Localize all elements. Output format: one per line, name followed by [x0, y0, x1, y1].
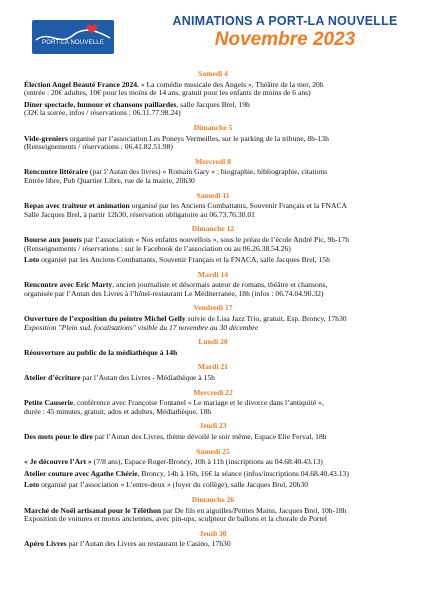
- event-details: suivie de Lisa Jazz Trio, gratuit, Esp. Broncy, 17h30: [185, 314, 347, 324]
- wave-heart-icon: [32, 20, 114, 54]
- event-item: [24, 135, 402, 152]
- day-heading: Mercredi 8: [195, 156, 231, 166]
- event-details: par l’Autan des Livres au restaurant le Casino, 17h30: [66, 539, 231, 549]
- event-info-line: (32€ la soirée, infos / réservations : 06.11.77.98.24): [24, 108, 181, 118]
- town-logo: [32, 20, 114, 54]
- event-info-line: Salle Jacques Brel, à partir 12h30, réservation obligatoire au 06.73.76.30.01: [24, 209, 255, 219]
- event-item: [24, 168, 402, 185]
- event-item: [24, 202, 402, 219]
- day-heading: Mardi 21: [197, 362, 229, 372]
- event-info-line: (Renseignements / réservations : sur le Facebook de l’association ou au 06.26.38.54.26): [24, 243, 291, 253]
- event-title: Apéro Livres: [24, 539, 67, 549]
- event-title: Réouverture au public de la médiathèque à 14h: [24, 347, 178, 357]
- day-heading: Samedi 4: [198, 69, 228, 78]
- event-item: [24, 540, 402, 549]
- event-item: [24, 236, 402, 253]
- event-title: Loto: [24, 480, 40, 490]
- day-heading: Dimanche 12: [191, 224, 235, 234]
- event-details: organisé par les Anciens Combattants, Souvenir Français et la FNACA: [129, 201, 348, 211]
- event-title: Rencontre avec Eric Marty: [24, 280, 113, 290]
- event-details: (7/8 ans), Espace Roger-Broncy, 10h à 11h (inscriptions au 04.68.40.43.13): [91, 457, 323, 467]
- logo-text: PORT-LA NOUVELLE: [41, 40, 105, 46]
- day-heading: Vendredi 17: [193, 303, 233, 313]
- day-heading: Mercredi 22: [193, 387, 233, 397]
- event-title: Des mots pour le dire: [24, 432, 93, 441]
- event-item: [24, 101, 402, 118]
- event-item: [24, 399, 402, 416]
- event-item: [24, 349, 402, 358]
- event-title: Rencontre littéraire: [24, 167, 89, 177]
- event-title: Bourse aux jouets: [24, 234, 82, 244]
- event-details: , salle Jacques Brel, 19h: [176, 99, 250, 109]
- event-note: Exposition "Plein sud, focalisations" visible du 17 novembre au 30 décembre: [24, 322, 259, 332]
- event-item: [24, 315, 402, 332]
- event-info-line: Exposition de voitures et motos anciennes, avec pin-ups, sculpteur de ballons et la chorale de Portel: [24, 514, 328, 524]
- event-details: « La comédie musicale des Angels », Théâtre de la mer, 20h: [138, 79, 324, 89]
- event-details: par De fils en aiguilles/Petites Mains, Jacques Brel, 10h-18h: [161, 505, 347, 515]
- day-heading: Lundi 20: [198, 337, 228, 347]
- event-title: Atelier d’écriture: [24, 373, 81, 383]
- day-heading: Jeudi 23: [199, 421, 227, 431]
- event-title: Ouverture de l’exposition du peintre Michel Gelly: [24, 314, 186, 324]
- event-item: [24, 256, 402, 265]
- event-title: « Je découvre l’Art »: [24, 457, 92, 467]
- event-title: Marché de Noël artisanal pour le Téléthon: [24, 505, 162, 515]
- event-title: Petite Causerie: [24, 398, 74, 408]
- day-heading: Dimanche 5: [193, 122, 233, 132]
- title-block: [140, 14, 424, 51]
- event-details: par l’Autan des Livres, thème dévoilé le soir même, Espace Elie Ferval, 18h: [92, 432, 327, 441]
- event-info-line: (Renseignements / réservations : 06.41.82.51.98): [24, 142, 173, 152]
- event-details: , conférence avec Françoise Fontanel « Le mariage et le divorce dans l’antiquité »,: [73, 398, 324, 408]
- day-heading: Jeudi 30: [199, 528, 227, 538]
- event-info-line: durée : 45 minutes, gratuit, ados et adultes, Médiathèque, 18h: [24, 406, 212, 416]
- event-info-line: organisée par l’Autan des Livres à l’hôtel-restaurant Le Méditerranée, 18h (infos : 06.74.04.90.32): [24, 288, 324, 298]
- day-heading: Dimanche 26: [191, 494, 235, 504]
- event-title: Élection Angel Beauté France 2024.: [24, 79, 139, 89]
- event-details: par l’association « Nos enfants nouvellois », sous le préau de l’école André Pic, 9h-17h: [81, 234, 350, 244]
- event-item: [24, 481, 402, 490]
- header: [24, 0, 402, 62]
- event-title: Vide-greniers: [24, 133, 68, 143]
- event-title: Repas avec traiteur et animation: [24, 201, 130, 211]
- event-item: [24, 374, 402, 383]
- event-item: [24, 458, 402, 467]
- page-title: ANIMATIONS A PORT-LA NOUVELLE: [172, 14, 398, 28]
- day-heading: Mardi 14: [197, 269, 229, 279]
- page-subtitle: Novembre 2023: [214, 29, 356, 50]
- event-item: [24, 281, 402, 298]
- day-heading: Samedi 25: [196, 446, 230, 456]
- event-item: [24, 470, 402, 479]
- event-details: par l’Autan des Livres - Médiathèque à 15h: [80, 373, 215, 383]
- events-list: [24, 70, 402, 549]
- event-item: [24, 507, 402, 524]
- day-heading: Samedi 11: [196, 190, 230, 200]
- event-title: Loto: [24, 255, 40, 265]
- event-details: (par l’Autan des livres) « Romain Gary » : biographie, bibliographie, citations: [88, 167, 328, 177]
- event-details: organisé par l’association « L’entre-deux » (foyer du collège), salle Jacques Brel, 20h30: [39, 480, 309, 490]
- event-info-line: Entrée libre, Pub Quartier Libre, rue de la mairie, 20h30: [24, 175, 195, 185]
- event-title: Atelier couture avec Agathe Chérie: [24, 468, 138, 478]
- event-item: [24, 81, 402, 98]
- event-item: [24, 433, 402, 442]
- event-details: , Broncy, 14h à 16h, 16€ la séance (infos/inscriptions 04.68.40.43.13): [137, 468, 349, 478]
- event-details: organisé par les Anciens Combattants, Souvenir Français et la FNACA, salle Jacques Brel, 15h: [39, 255, 330, 265]
- event-details: , ancien journaliste et désormais auteur de romans, théâtre et chansons,: [112, 280, 328, 290]
- event-info-line: (entrée : 20€ adultes, 10€ pour les moins de 14 ans, gratuit pour les enfants de moins de 6 ans): [24, 88, 311, 98]
- event-details: organisé par l’association Les Poneys Vermeilles, sur le parking de la tribune, 8h-13h: [67, 133, 329, 143]
- event-title: Dîner spectacle, humour et chansons paillardes: [24, 99, 177, 109]
